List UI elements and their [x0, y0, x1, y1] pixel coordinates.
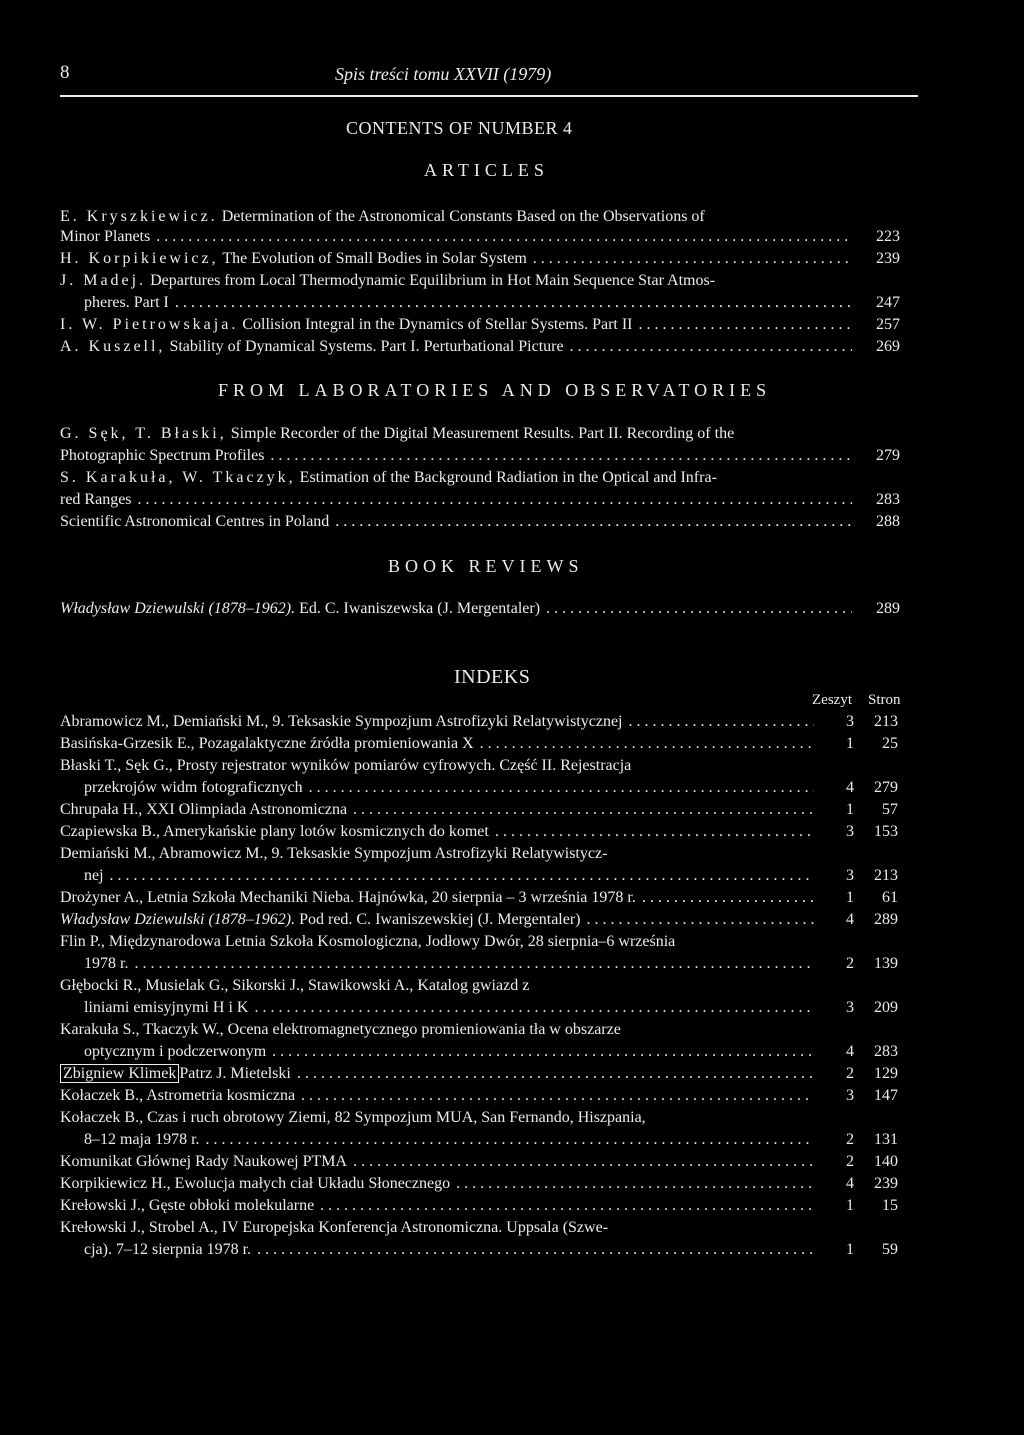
index-entry-16: Korpikiewicz H., Ewolucja małych ciał Układu Słonecznego . . . 4 239 — [60, 1175, 898, 1193]
article-1-line1: E. Kryszkiewicz. Determination of the Astronomical Constants Based on the Observations of — [60, 208, 705, 225]
lab-1-line1: G. Sęk, T. Błaski, Simple Recorder of the Digital Measurement Results. Part II. Recording of the — [60, 425, 735, 442]
index-entry-18-line2: cja). 7–12 sierpnia 1978 r. . . . 1 59 — [60, 1241, 898, 1259]
index-col-issue: Zeszyt — [812, 692, 852, 708]
index-entry-9-line1: Flin P., Międzynarodowa Letnia Szkoła Kosmologiczna, Jodłowy Dwór, 28 sierpnia–6 września — [60, 933, 676, 950]
index-entry-8: Władysław Dziewulski (1878–1962). Pod red. C. Iwaniszewskiej (J. Mergentaler) . . . 4 289 — [60, 911, 898, 929]
article-1-line2: Minor Planets . . . 223 — [60, 228, 900, 246]
index-entry-13: Kołaczek B., Astrometria kosmiczna . . . 3 147 — [60, 1087, 898, 1105]
article-5: A. Kuszell, Stability of Dynamical Systems. Part I. Perturbational Picture . . . 269 — [60, 338, 900, 356]
index-entry-11-line1: Karakuła S., Tkaczyk W., Ocena elektromagnetycznego promieniowania tła w obszarze — [60, 1021, 621, 1038]
index-entry-9-line2: 1978 r. . . . 2 139 — [60, 955, 898, 973]
running-title: Spis treści tomu XXVII (1979) — [335, 64, 552, 84]
index-col-page: Stron — [868, 692, 901, 708]
review-1: Władysław Dziewulski (1878–1962). Ed. C. Iwaniszewska (J. Mergentaler) . . . 289 — [60, 600, 900, 618]
lab-3: Scientific Astronomical Centres in Poland . . . 288 — [60, 513, 900, 531]
index-entry-10-line2: liniami emisyjnymi H i K . . . 3 209 — [60, 999, 898, 1017]
index-entry-14-line2: 8–12 maja 1978 r. . . . 2 131 — [60, 1131, 898, 1149]
header-rule — [60, 95, 918, 97]
articles-heading: ARTICLES — [424, 160, 549, 180]
lab-1-line2: Photographic Spectrum Profiles . . . 279 — [60, 447, 900, 465]
reviews-heading: BOOK REVIEWS — [388, 556, 584, 576]
index-entry-18-line1: Krełowski J., Strobel A., IV Europejska Konferencja Astronomiczna. Uppsala (Szwe- — [60, 1219, 609, 1236]
index-entry-1: Abramowicz M., Demiański M., 9. Teksaskie Sympozjum Astrofizyki Relatywistycznej . . . 3 213 — [60, 713, 898, 731]
index-entry-14-line1: Kołaczek B., Czas i ruch obrotowy Ziemi, 82 Sympozjum MUA, San Fernando, Hiszpania, — [60, 1109, 646, 1126]
index-entry-4: Chrupała H., XXI Olimpiada Astronomiczna . . . 1 57 — [60, 801, 898, 819]
index-entry-12: Zbigniew Klimek Patrz J. Mietelski . . . 2 129 — [60, 1065, 898, 1083]
index-entry-10-line1: Głębocki R., Musielak G., Sikorski J., Stawikowski A., Katalog gwiazd z — [60, 977, 530, 994]
index-entry-6-line1: Demiański M., Abramowicz M., 9. Teksaskie Sympozjum Astrofizyki Relatywistycz- — [60, 845, 608, 862]
index-title: INDEKS — [454, 666, 531, 688]
index-entry-3-line2: przekrojów widm fotograficznych . . . 4 279 — [60, 779, 898, 797]
boxed-name: Zbigniew Klimek — [60, 1064, 179, 1083]
lab-2-line2: red Ranges . . . 283 — [60, 491, 900, 509]
index-entry-7: Drożyner A., Letnia Szkoła Mechaniki Nieba. Hajnówka, 20 sierpnia – 3 września 1978 r. . . . 1 61 — [60, 889, 898, 907]
page-number: 8 — [60, 62, 70, 83]
labs-heading: FROM LABORATORIES AND OBSERVATORIES — [218, 380, 772, 400]
lab-2-line1: S. Karakuła, W. Tkaczyk, Estimation of the Background Radiation in the Optical and Infra- — [60, 469, 717, 486]
index-entry-15: Komunikat Głównej Rady Naukowej PTMA . . . 2 140 — [60, 1153, 898, 1171]
index-entry-17: Krełowski J., Gęste obłoki molekularne . . . 1 15 — [60, 1197, 898, 1215]
index-entry-2: Basińska-Grzesik E., Pozagalaktyczne źródła promieniowania X . . . 1 25 — [60, 735, 898, 753]
index-entry-6-line2: nej . . . 3 213 — [60, 867, 898, 885]
article-4: I. W. Pietrowskaja. Collision Integral in the Dynamics of Stellar Systems. Part II . . . 257 — [60, 316, 900, 334]
article-2: H. Korpikiewicz, The Evolution of Small Bodies in Solar System . . . 239 — [60, 250, 900, 268]
index-entry-3-line1: Błaski T., Sęk G., Prosty rejestrator wyników pomiarów cyfrowych. Część II. Rejestracja — [60, 757, 632, 774]
article-3-line2: pheres. Part I . . . 247 — [60, 294, 900, 312]
index-entry-5: Czapiewska B., Amerykańskie plany lotów kosmicznych do komet . . . 3 153 — [60, 823, 898, 841]
contents-title: CONTENTS OF NUMBER 4 — [346, 118, 573, 138]
index-entry-11-line2: optycznym i podczerwonym . . . 4 283 — [60, 1043, 898, 1061]
article-3-line1: J. Madej. Departures from Local Thermodynamic Equilibrium in Hot Main Sequence Star Atmos- — [60, 272, 716, 289]
